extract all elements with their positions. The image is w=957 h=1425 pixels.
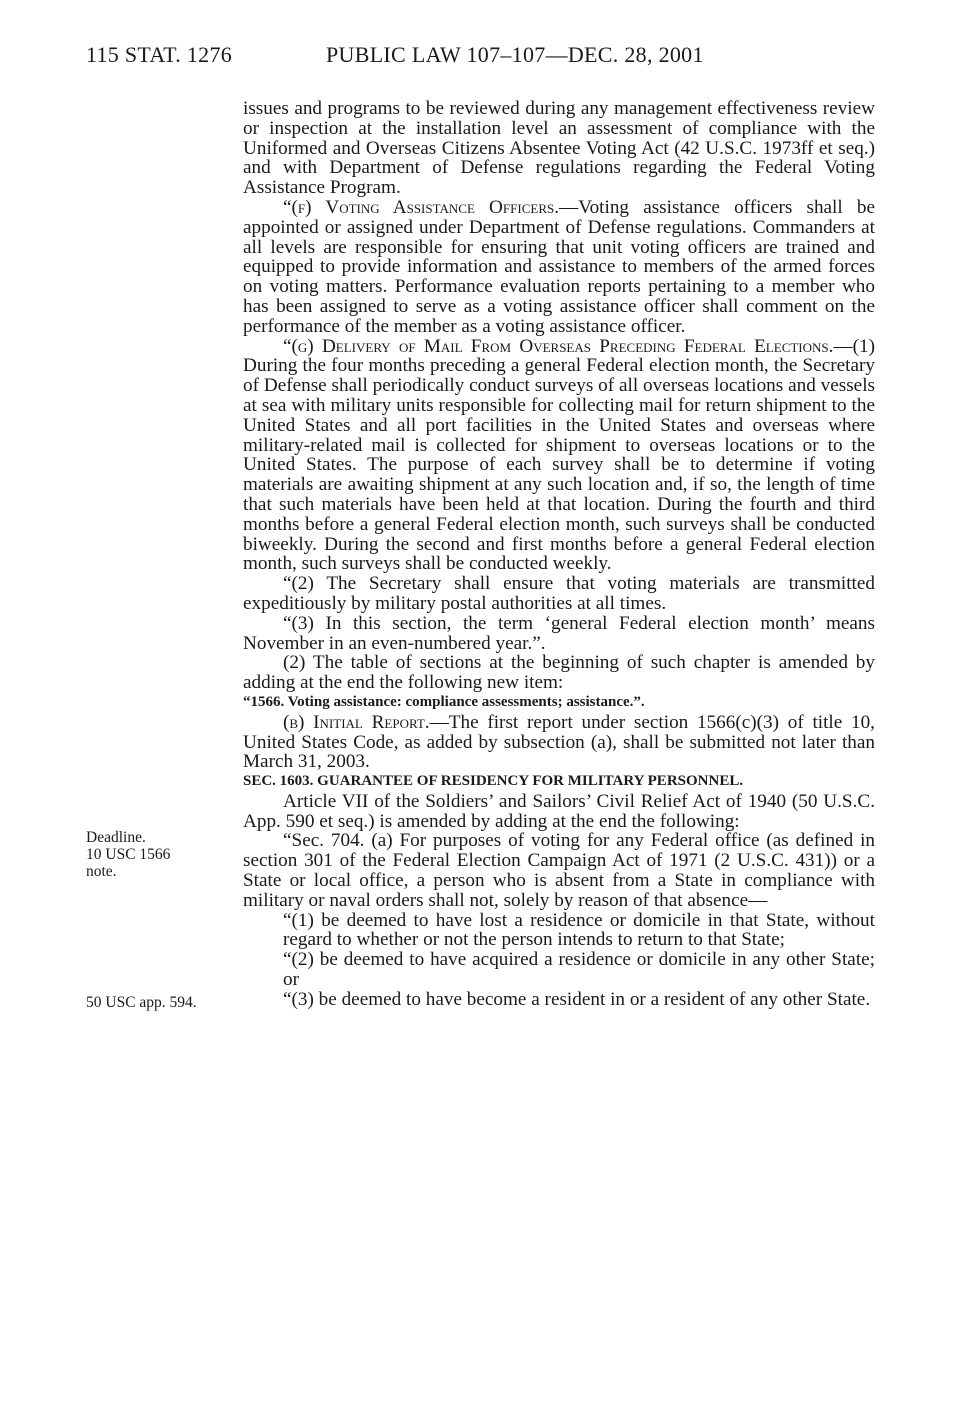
margin-note-line: 50 USC app. 594. xyxy=(86,994,197,1011)
section-heading: SEC. 1603. GUARANTEE OF RESIDENCY FOR MILITARY PERSONNEL. xyxy=(243,773,744,790)
subsection-body: —(1) During the four months preceding a general Federal election month, the Secretary of Defense shall periodically conduct surveys of all overseas locations and vessels at sea with military units responsible for collecting mail for return shipment to the United States and all port facilities in the United States and overseas where military-related mail is collected for shipment to overseas locations or to the United States. The purpose of each survey shall be to determine if voting materials are awaiting shipment at any such location and, if so, the length of time that such materials have been held at that location. During the fourth and third months before a general Federal election month, such surveys shall be conducted biweekly. During the second and first months before a general Federal election month, such surveys shall be conducted weekly. xyxy=(243,335,875,575)
subsection-heading: “(g) Delivery of Mail From Overseas Preceding Federal Elections. xyxy=(283,335,834,357)
paragraph-continuation: issues and programs to be reviewed during any management effectiveness review or inspection at the installation level an assessment of compliance with the Uniformed and Overseas Citizens Absentee Voting Act (42 U.S.C. 1973ff et seq.) and with Department of Defense regulations regarding the Federal Voting Assistance Program. xyxy=(243,98,875,199)
margin-note-line: Deadline. xyxy=(86,829,146,846)
subsection-body: —The first report under section 1566(c)(3) of title 10, United States Code, as added by subsection (a), shall be submitted not later than March 31, 2003. xyxy=(243,711,875,773)
subsection-heading: “(f) Voting Assistance Officers. xyxy=(283,196,560,218)
paragraph-item-2 xyxy=(243,950,875,990)
item-text: “(1) be deemed to have lost a residence or domicile in that State, without regard to whether or not the person intends to return to that State; xyxy=(283,909,875,951)
subsection-heading: (b) Initial Report. xyxy=(283,711,430,733)
margin-note-usc xyxy=(86,994,197,1011)
page-header xyxy=(86,42,876,72)
item-text: “(2) be deemed to have acquired a residence or domicile in any other State; or xyxy=(283,949,875,991)
public-law-citation: PUBLIC LAW 107–107—DEC. 28, 2001 xyxy=(326,42,704,67)
margin-note-line: note. xyxy=(86,863,117,880)
paragraph-initial-report xyxy=(243,713,875,772)
subsection-body: —Voting assistance officers shall be appointed or assigned under Department of Defense regulations. Commanders at all levels are responsible for ensuring that unit voting officers are trained and equipped to provide information and assistance to members of the armed forces on voting matters. Performance evaluation reports pertaining to a member who has been assigned to serve as a voting assistance officer shall comment on the performance of the member as a voting assistance officer. xyxy=(243,196,875,337)
paragraph-definition: “(3) In this section, the term ‘general Federal election month’ means November in an even-numbered year.”. xyxy=(243,612,875,654)
paragraph-table-amendment: (2) The table of sections at the beginning of such chapter is amended by adding at the end the following new item: xyxy=(243,652,875,694)
table-of-sections-item: “1566. Voting assistance: compliance assessments; assistance.”. xyxy=(243,693,645,710)
paragraph-voting-assistance-officers xyxy=(243,198,875,337)
body-text xyxy=(243,99,875,1010)
paragraph-secretary-ensure: “(2) The Secretary shall ensure that voting materials are transmitted expeditiously by military postal authorities at all times. xyxy=(243,573,875,614)
paragraph-delivery-of-mail xyxy=(243,337,875,575)
paragraph-article-vii: Article VII of the Soldiers’ and Sailors’ Civil Relief Act of 1940 (50 U.S.C. App. 590 et seq.) is amended by adding at the end the following: xyxy=(243,790,875,832)
paragraph-item-1 xyxy=(243,911,875,951)
margin-note-deadline xyxy=(86,829,170,880)
paragraph-sec-704: “Sec. 704. (a) For purposes of voting for any Federal office (as defined in section 301 of the Federal Election Campaign Act of 1971 (2 U.S.C. 431)) or a State or local office, a person who is absent from a State in compliance with military or naval orders shall not, solely by reason of that absence— xyxy=(243,830,875,911)
paragraph-item-3 xyxy=(243,990,875,1010)
statute-page-number: 115 STAT. 1276 xyxy=(86,42,233,67)
item-text: “(3) be deemed to have become a resident in or a resident of any other State. xyxy=(283,988,871,1010)
margin-note-line: 10 USC 1566 xyxy=(86,846,171,863)
